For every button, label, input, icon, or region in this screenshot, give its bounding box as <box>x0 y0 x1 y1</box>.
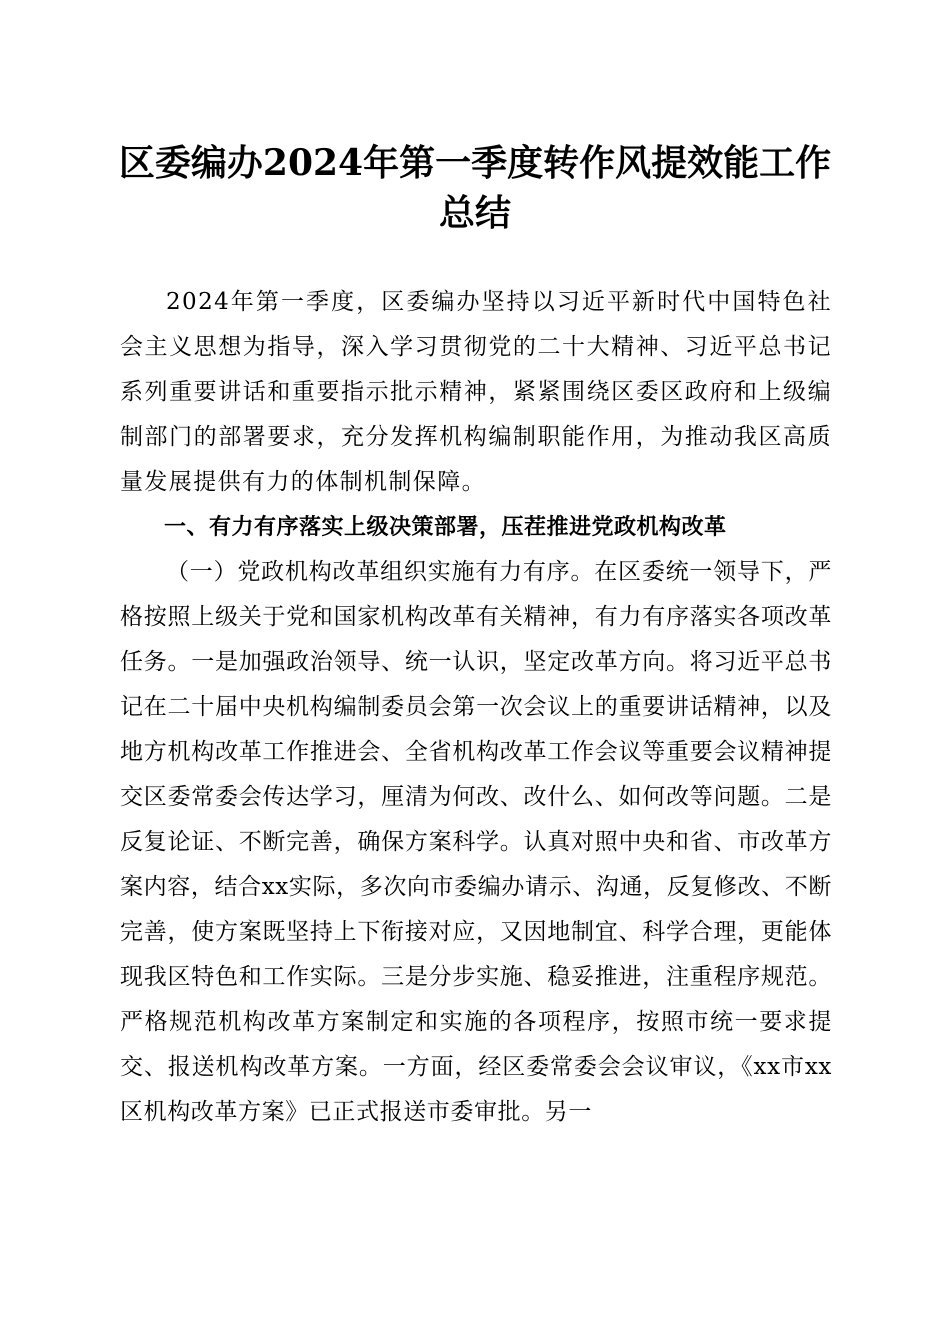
document-title <box>110 138 840 238</box>
section-1-paragraph: （一）党政机构改革组织实施有力有序。在区委统一领导下，严格按照上级关于党和国家机构改革有关精神，有力有序落实各项改革任务。一是加强政治领导、统一认识，坚定改革方向。将习近平总书记在二十届中央机构编制委员会第一次会议上的重要讲话精神，以及地方机构改革工作推进会、全省机构改革工作会议等重要会议精神提交区委常委会传达学习，厘清为何改、改什么、如何改等问题。二是反复论证、不断完善，确保方案科学。认真对照中央和省、市改革方案内容，结合xx实际，多次向市委编办请示、沟通，反复修改、不断完善，使方案既坚持上下衔接对应，又因地制宜、科学合理，更能体现我区特色和工作实际。三是分步实施、稳妥推进，注重程序规范。严格规范机构改革方案制定和实施的各项程序，按照市统一要求提交、报送机构改革方案。一方面，经区委常委会会议审议，《xx市xx区机构改革方案》已正式报送市委审批。另一 <box>120 559 832 1125</box>
document-title-line-1: 区委编办2024年第一季度转作风提效能工作 <box>118 142 832 184</box>
document-body <box>120 280 832 1135</box>
document-title-line-2: 总结 <box>438 192 511 234</box>
section-1-heading: 一、有力有序落实上级决策部署，压茬推进党政机构改革 <box>164 515 727 540</box>
intro-paragraph: 2024年第一季度，区委编办坚持以习近平新时代中国特色社会主义思想为指导，深入学习贯彻党的二十大精神、习近平总书记系列重要讲话和重要指示批示精神，紧紧围绕区委区政府和上级编制部门的部署要求，充分发挥机构编制职能作用，为推动我区高质量发展提供有力的体制机制保障。 <box>120 289 832 495</box>
